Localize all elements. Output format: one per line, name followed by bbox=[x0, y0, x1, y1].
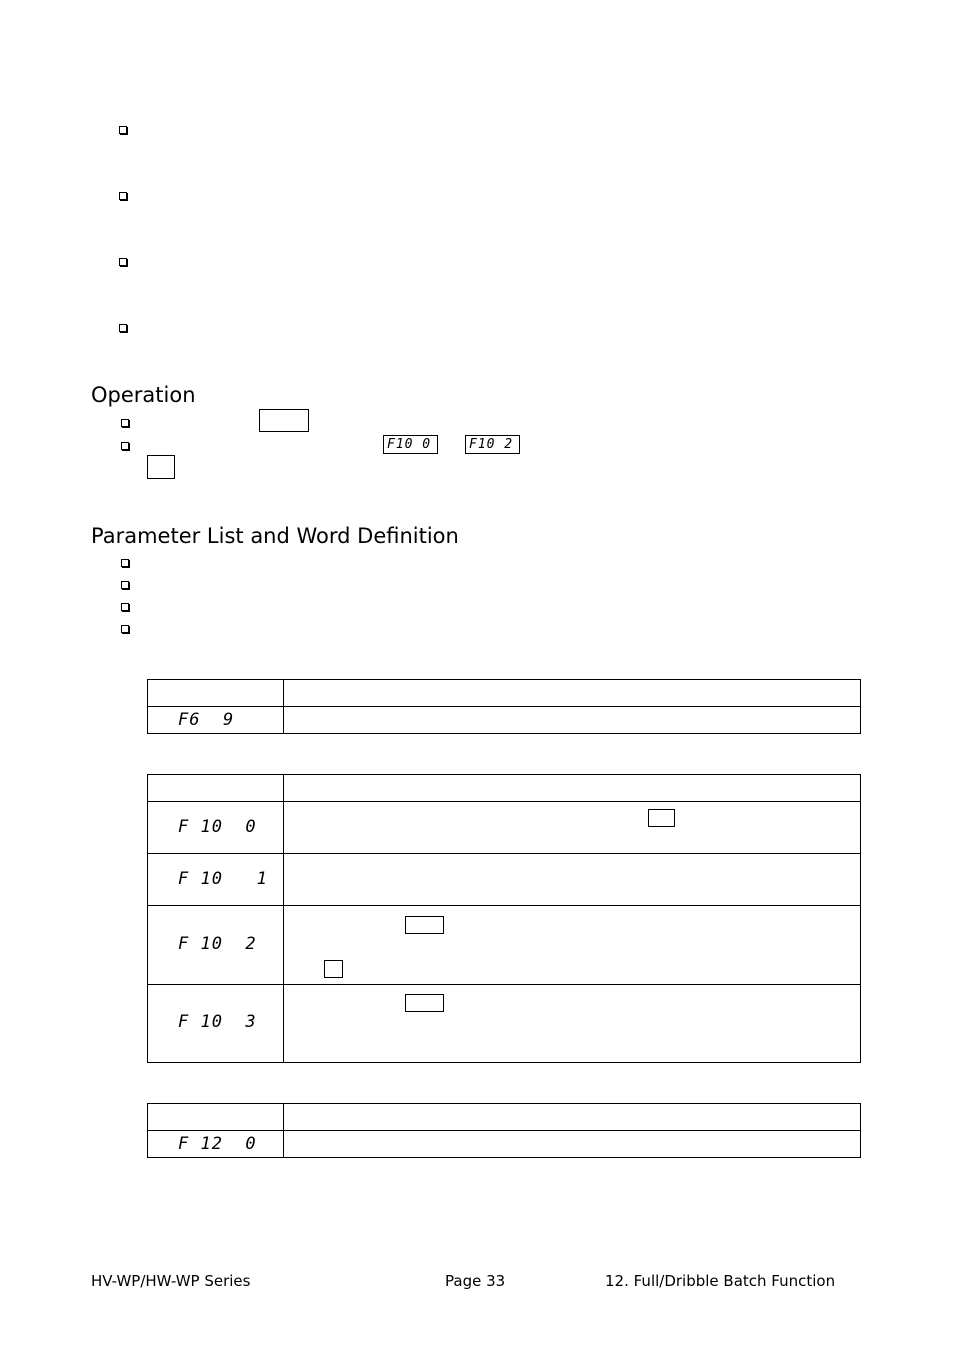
table-cell bbox=[284, 854, 861, 906]
lcd-display-from: F10 0 bbox=[383, 435, 438, 454]
table-cell bbox=[148, 775, 284, 802]
bullet-icon bbox=[121, 625, 129, 633]
table-cell bbox=[148, 707, 284, 734]
bullet-icon bbox=[121, 603, 129, 611]
table-cell bbox=[284, 680, 861, 707]
parameter-list-heading: Parameter List and Word Definition bbox=[91, 524, 459, 548]
lcd-code-f10-1: F 10 1 bbox=[178, 869, 268, 889]
footer-chapter: 12. Full/Dribble Batch Function bbox=[605, 1272, 836, 1290]
footer-page-number: Page 33 bbox=[445, 1272, 506, 1290]
table-header-row bbox=[148, 775, 861, 802]
table-cell bbox=[148, 1131, 284, 1158]
lcd-display-to: F10 2 bbox=[465, 435, 520, 454]
parameter-table-f10 bbox=[147, 774, 861, 1063]
bullet-icon bbox=[121, 581, 129, 589]
table-cell bbox=[148, 854, 284, 906]
table-cell bbox=[148, 1104, 284, 1131]
lcd-code-f10-0: F 10 0 bbox=[178, 817, 257, 837]
table-cell bbox=[284, 802, 861, 854]
table-cell bbox=[284, 906, 861, 985]
key-box bbox=[147, 455, 175, 479]
key-box bbox=[324, 960, 343, 978]
table-cell bbox=[284, 1104, 861, 1131]
table-cell bbox=[284, 775, 861, 802]
operation-heading: Operation bbox=[91, 383, 196, 407]
table-header-row bbox=[148, 680, 861, 707]
key-box bbox=[405, 994, 444, 1012]
lcd-code-f12-0: F 12 0 bbox=[178, 1134, 257, 1154]
table-cell bbox=[284, 985, 861, 1063]
table-row bbox=[148, 985, 861, 1063]
bullet-icon bbox=[121, 442, 129, 450]
table-cell bbox=[148, 985, 284, 1063]
bullet-icon bbox=[119, 192, 127, 200]
lcd-code-f10-2: F 10 2 bbox=[178, 934, 257, 954]
lcd-code-f10-3: F 10 3 bbox=[178, 1012, 257, 1032]
parameter-table-f12 bbox=[147, 1103, 861, 1158]
footer-model: HV-WP/HW-WP Series bbox=[91, 1272, 251, 1290]
bullet-icon bbox=[121, 419, 129, 427]
table-cell bbox=[284, 1131, 861, 1158]
bullet-icon bbox=[121, 559, 129, 567]
bullet-icon bbox=[119, 258, 127, 266]
key-box bbox=[648, 809, 675, 827]
table-cell bbox=[148, 680, 284, 707]
table-row bbox=[148, 1131, 861, 1158]
table-row bbox=[148, 707, 861, 734]
table-cell bbox=[284, 707, 861, 734]
table-cell bbox=[148, 906, 284, 985]
key-box bbox=[259, 409, 309, 432]
bullet-icon bbox=[119, 324, 127, 332]
parameter-table-f6 bbox=[147, 679, 861, 734]
table-header-row bbox=[148, 1104, 861, 1131]
table-row bbox=[148, 802, 861, 854]
bullet-icon bbox=[119, 126, 127, 134]
table-row bbox=[148, 906, 861, 985]
table-cell bbox=[148, 802, 284, 854]
key-box bbox=[405, 916, 444, 934]
lcd-code-f6-9: F6 9 bbox=[178, 710, 235, 730]
table-row bbox=[148, 854, 861, 906]
